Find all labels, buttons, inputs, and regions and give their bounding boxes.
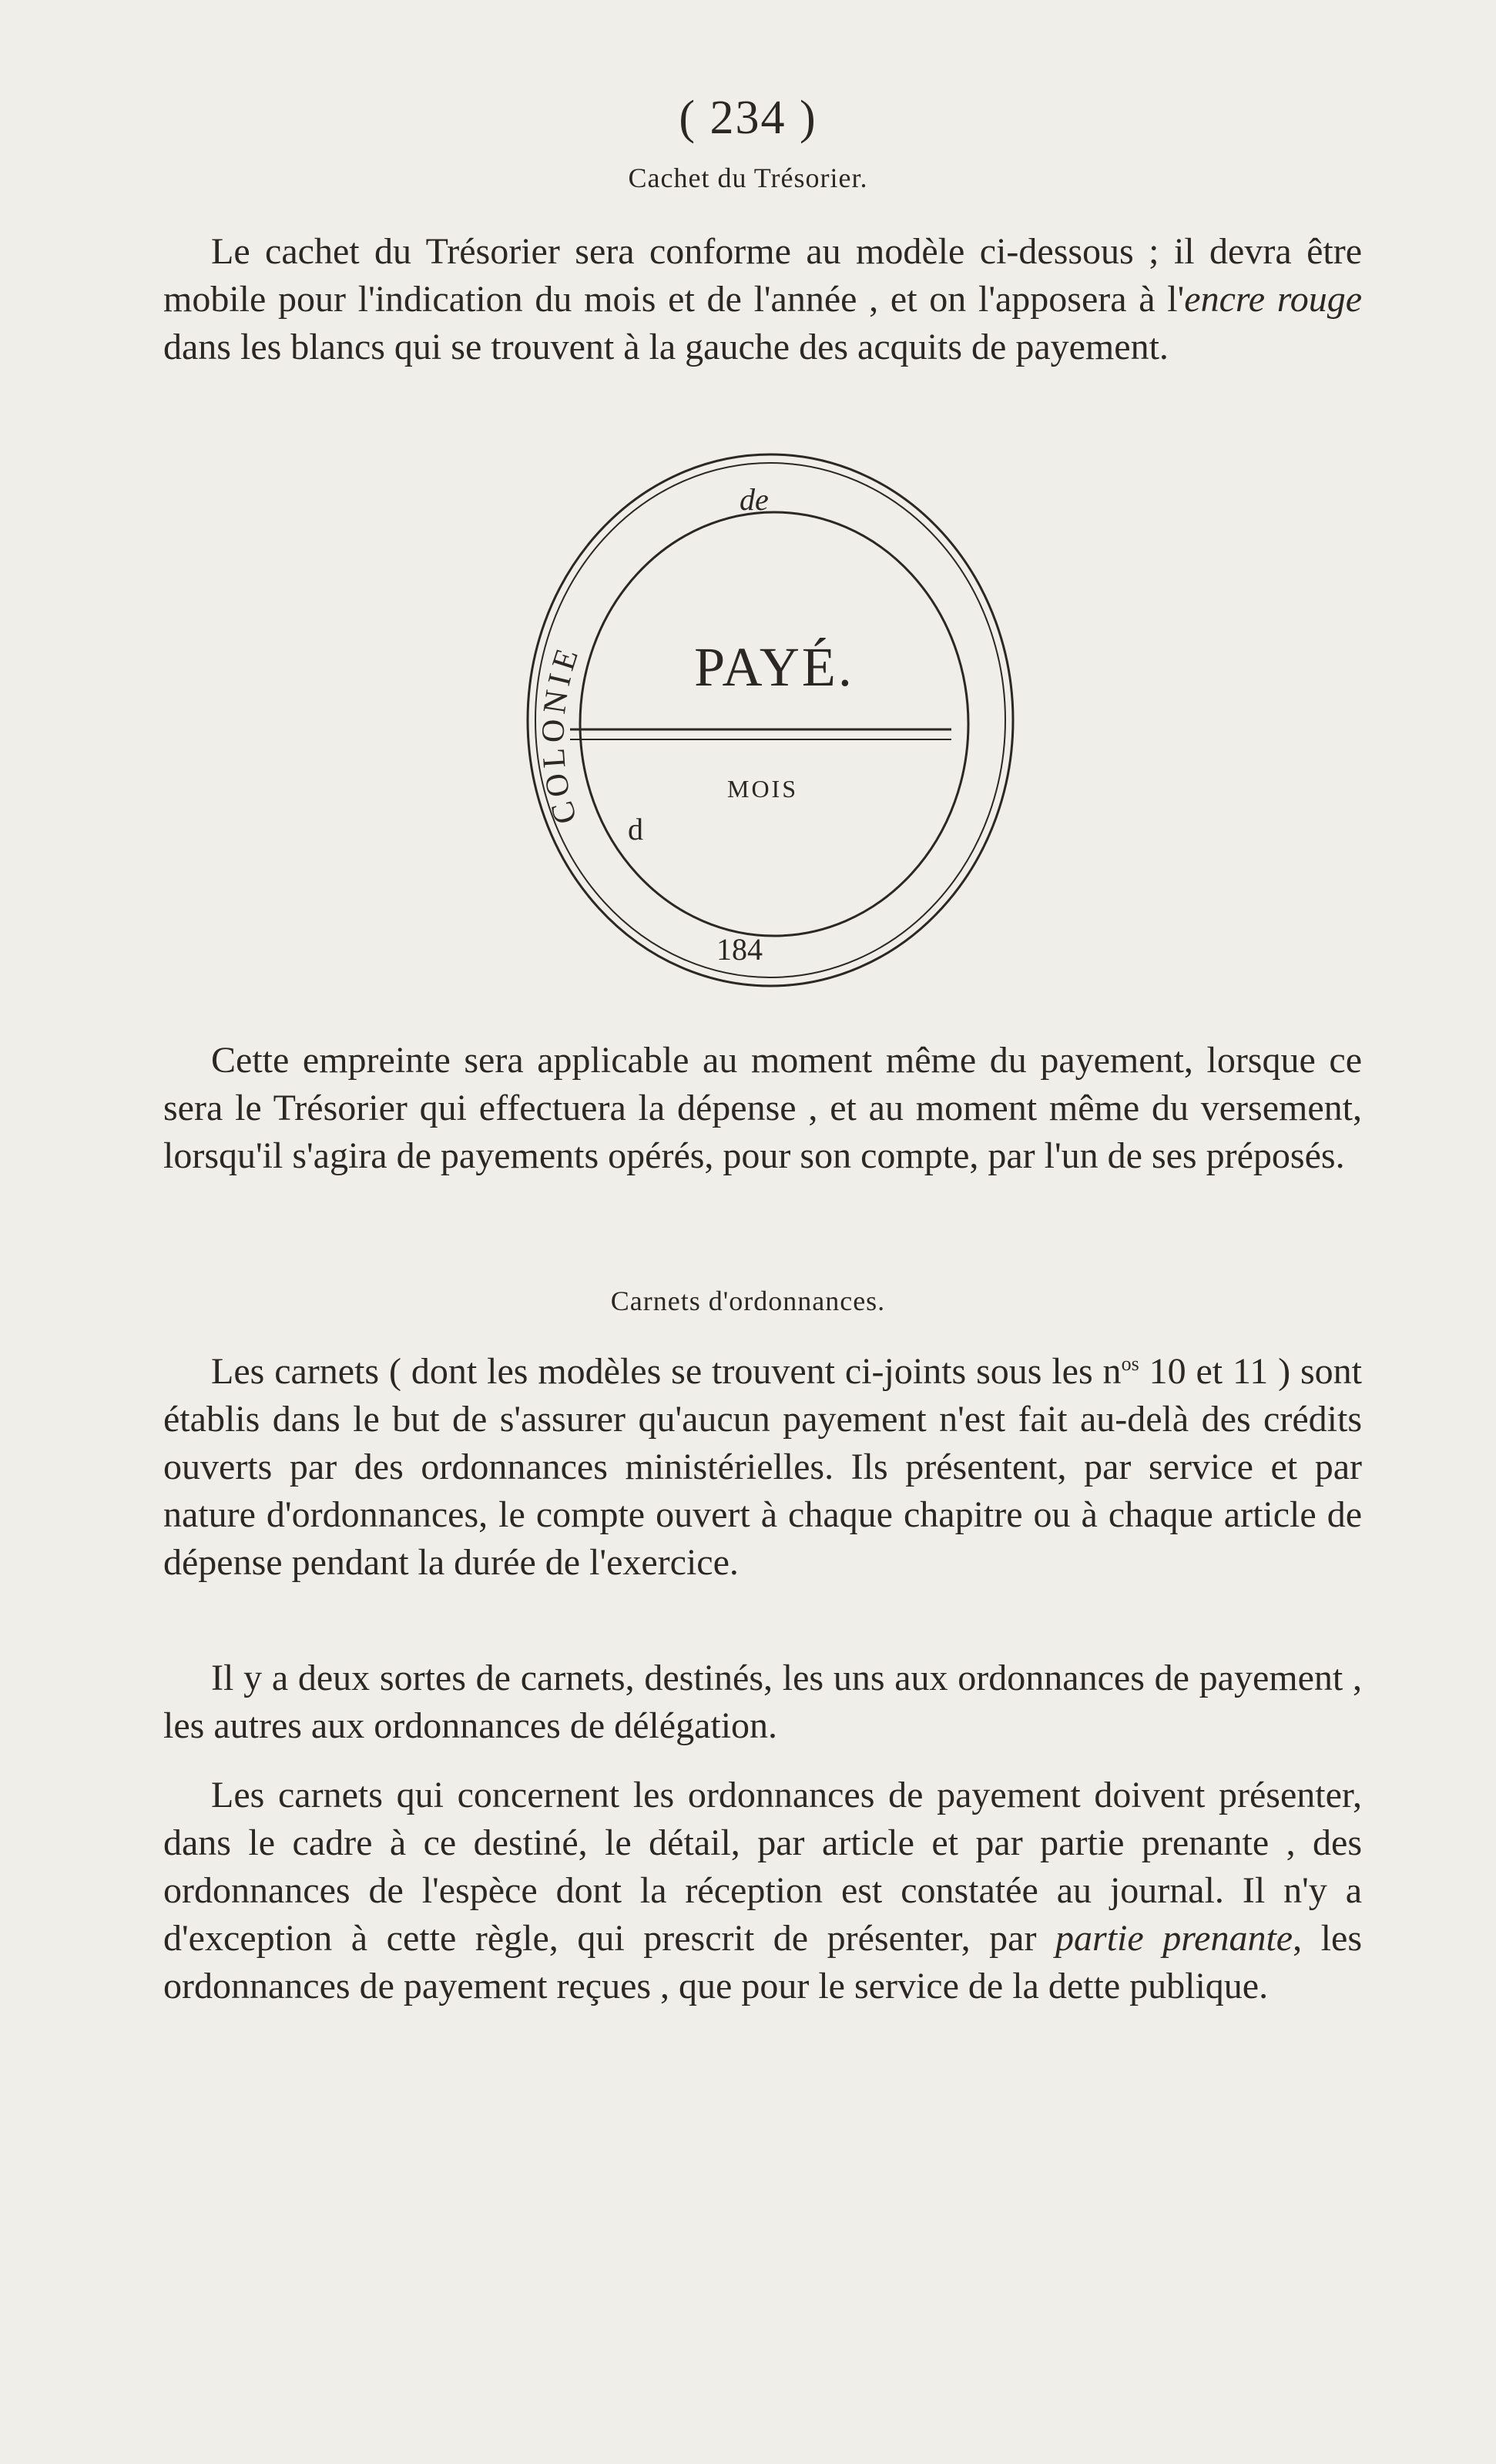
stamp-outer-ring-inner bbox=[535, 463, 1005, 977]
paragraph-carnets-1 bbox=[163, 1340, 1362, 1587]
stamp-d-text: d bbox=[628, 812, 643, 846]
paragraph-carnets-3-emphasis: partie prenante bbox=[1055, 1918, 1293, 1959]
paragraph-carnets-3-text-a: Les carnets qui concernent les ordonnances de payement doivent présenter, dans le cadre à ce destiné, le détail, par article et par partie prenante , des ordonnances de l'espèce dont la réception est constatée au journal. Il n'y a d'exception à cette règle, qui prescrit de présenter, par bbox=[163, 1775, 1362, 1959]
paragraph-carnets-2: Il y a deux sortes de carnets, destinés, les uns aux ordonnances de payement , les autres aux ordonnances de délégation. bbox=[163, 1658, 1362, 1746]
paragraph-cachet-emphasis: encre rouge bbox=[1184, 279, 1362, 320]
paragraph-carnets-1-text-a: Les carnets ( dont les modèles se trouvent ci-joints sous les n bbox=[211, 1351, 1122, 1392]
paragraph-carnets-1-superscript: os bbox=[1121, 1353, 1139, 1375]
stamp-colonie-text: COLONIE bbox=[535, 640, 587, 828]
section-heading-cachet: Cachet du Trésorier. bbox=[628, 163, 868, 193]
stamp-mois-text: MOIS bbox=[726, 775, 799, 803]
paragraph-carnets-1-text-b: 10 et 11 ) sont établis dans le but de s'assurer qu'aucun payement n'est fait au-delà des crédits ouverts par des ordonnances ministérielles. Ils présentent, par service et par nature d'ordonnances, le compte ouvert à chaque chapitre ou à chaque article de dépense pendant la durée de l'exercice. bbox=[163, 1351, 1362, 1583]
paragraph-cachet bbox=[163, 228, 1362, 371]
stamp-outer-ring bbox=[528, 454, 1013, 986]
paragraph-cachet-text-a: Le cachet du Trésorier sera conforme au modèle ci-dessous ; il devra être mobile pour l'indication du mois et de l'année , et on l'apposera à l' bbox=[163, 231, 1362, 320]
stamp-svg bbox=[508, 447, 1032, 1017]
paragraph-carnets-3 bbox=[163, 1772, 1362, 2010]
paragraph-cachet-text-b: dans les blancs qui se trouvent à la gauche des acquits de payement. bbox=[163, 327, 1169, 367]
stamp-inner-ring bbox=[580, 512, 968, 936]
stamp-paye-text: PAYÉ. bbox=[694, 636, 854, 698]
paragraph-empreinte: Cette empreinte sera applicable au moment même du payement, lorsque ce sera le Trésorier qui effectuera la dépense , et au moment même du versement, lorsqu'il s'agira de payements opérés, pour son compte, par l'un de ses préposés. bbox=[163, 1040, 1362, 1176]
treasurer-stamp-figure bbox=[508, 447, 1032, 1017]
stamp-de-text: de bbox=[740, 482, 769, 517]
section-heading-carnets: Carnets d'ordonnances. bbox=[610, 1286, 886, 1316]
stamp-year-text: 184 bbox=[716, 932, 763, 967]
paragraph-carnets-3-text-b: , les ordonnances de payement reçues , que pour le service de la dette publique. bbox=[163, 1918, 1363, 2006]
page-number: ( 234 ) bbox=[679, 92, 817, 144]
